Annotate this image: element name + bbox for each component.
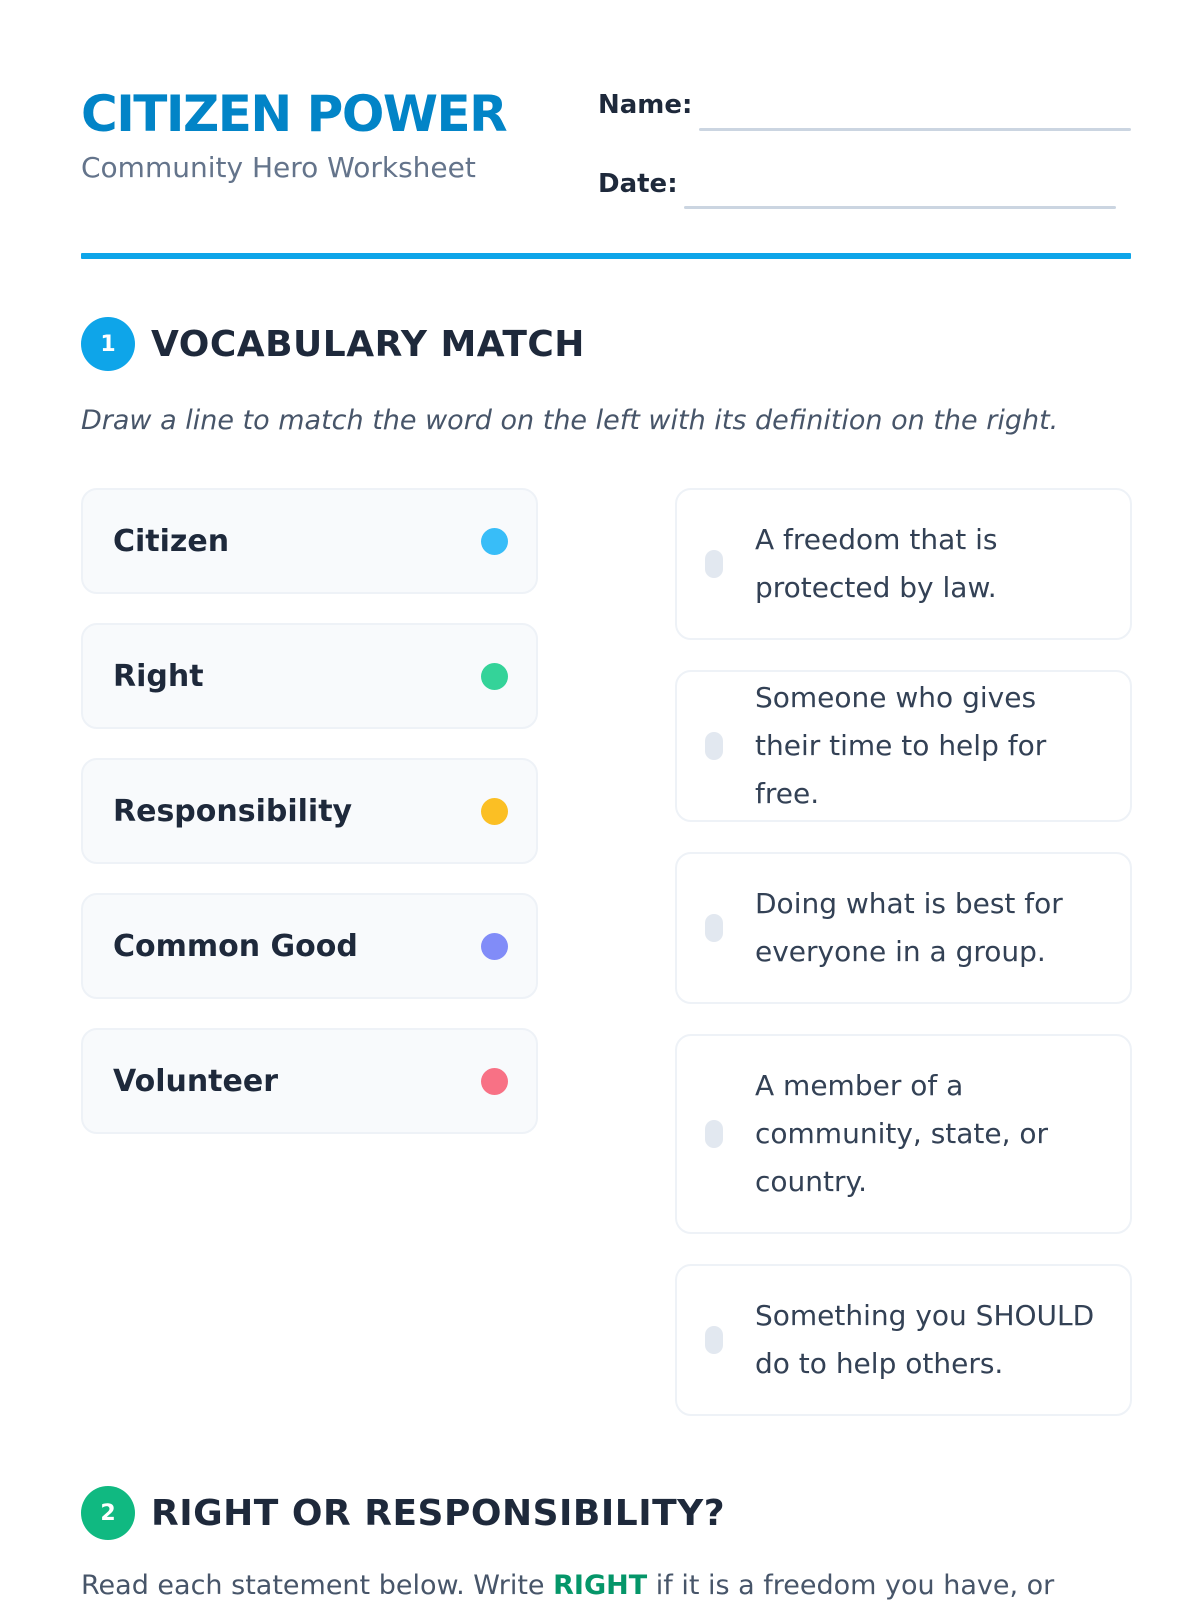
match-dot-icon[interactable] <box>705 1120 723 1148</box>
word-label: Right <box>113 658 204 694</box>
date-label: Date: <box>598 169 678 199</box>
word-label: Volunteer <box>113 1063 279 1099</box>
name-field[interactable] <box>699 128 1131 131</box>
section-2-instructions <box>81 1566 1054 1600</box>
definition-text: Something you SHOULD do to help others. <box>755 1299 1095 1380</box>
word-label: Common Good <box>113 928 358 964</box>
match-dot-icon[interactable] <box>705 550 723 578</box>
word-card-citizen[interactable] <box>81 488 538 594</box>
definition-card[interactable] <box>675 488 1132 640</box>
word-label: Responsibility <box>113 793 353 829</box>
instructions-text: if it is a freedom you have, or <box>647 1570 1055 1600</box>
header-divider <box>81 253 1131 259</box>
word-label: Citizen <box>113 523 230 559</box>
word-card-volunteer[interactable] <box>81 1028 538 1134</box>
word-card-common-good[interactable] <box>81 893 538 999</box>
right-keyword: RIGHT <box>553 1570 648 1600</box>
match-dot-icon[interactable] <box>705 1326 723 1354</box>
definition-card[interactable] <box>675 1034 1132 1234</box>
definition-card[interactable] <box>675 1264 1132 1416</box>
match-dot-icon[interactable] <box>481 933 508 960</box>
section-number-badge: 1 <box>81 317 135 371</box>
section-1-title: VOCABULARY MATCH <box>151 323 585 365</box>
date-field[interactable] <box>684 206 1116 209</box>
worksheet-title: CITIZEN POWER <box>81 85 507 143</box>
name-label: Name: <box>598 90 693 120</box>
section-number-badge: 2 <box>81 1486 135 1540</box>
definition-card[interactable] <box>675 852 1132 1004</box>
word-card-responsibility[interactable] <box>81 758 538 864</box>
match-dot-icon[interactable] <box>481 1068 508 1095</box>
worksheet-header <box>81 84 1131 264</box>
worksheet-subtitle: Community Hero Worksheet <box>81 151 476 184</box>
section-1-instructions: Draw a line to match the word on the left with its definition on the right. <box>81 405 1059 436</box>
match-dot-icon[interactable] <box>481 663 508 690</box>
definition-text: A freedom that is protected by law. <box>755 523 998 604</box>
section-2-heading <box>81 1485 725 1541</box>
match-dot-icon[interactable] <box>481 528 508 555</box>
section-2-title: RIGHT OR RESPONSIBILITY? <box>151 1492 726 1534</box>
section-1-heading <box>81 316 585 372</box>
definition-card[interactable] <box>675 670 1132 822</box>
match-dot-icon[interactable] <box>705 732 723 760</box>
word-card-right[interactable] <box>81 623 538 729</box>
instructions-text: Read each statement below. Write <box>81 1570 554 1600</box>
match-dot-icon[interactable] <box>481 798 508 825</box>
definition-text: A member of a community, state, or country. <box>755 1069 1049 1198</box>
definition-text: Someone who gives their time to help for free. <box>755 681 1047 810</box>
match-dot-icon[interactable] <box>705 914 723 942</box>
definition-text: Doing what is best for everyone in a group. <box>755 887 1063 968</box>
